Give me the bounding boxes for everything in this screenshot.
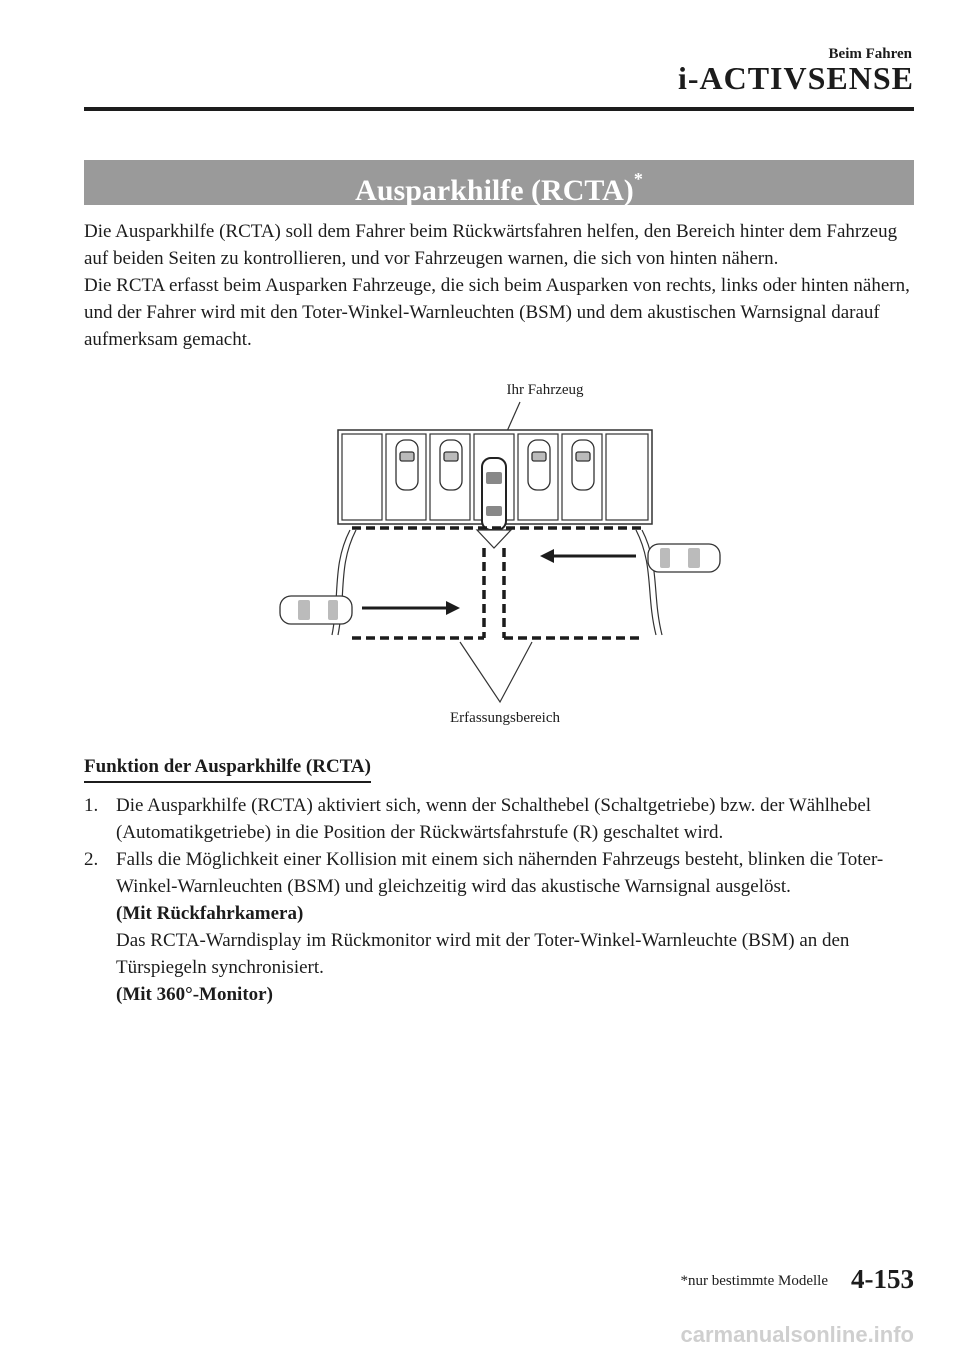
banner-title: Ausparkhilfe (RCTA) [355, 174, 634, 207]
header-rule [84, 107, 914, 111]
reverse-arrow [477, 530, 511, 548]
function-heading: Funktion der Ausparkhilfe (RCTA) [84, 755, 371, 783]
page-number: 4-153 [851, 1264, 914, 1294]
chapter-title: Beim Fahren [828, 46, 912, 62]
arrow-left-head [446, 601, 460, 615]
intro-paragraph-2: Die RCTA erfasst beim Ausparken Fahrzeuge, die sich beim Ausparken von rechts, links oder hinten nähern, und der Fahrer wird mit den Toter-Winkel-Warnleuchten (BSM) und dem akustischen Warnsignal darauf aufmerksam gemacht. [84, 275, 910, 350]
intro-text [84, 218, 924, 353]
own-vehicle [482, 458, 506, 530]
step-2-text: Falls die Möglichkeit einer Kollision mit einem sich nähernden Fahrzeugs besteht, blinken die Toter-Winkel-Warnleuchten (BSM) und gleichzeitig wird das akustische Warnsignal ausgelöst. [116, 849, 884, 897]
watermark: carmanualsonline.info [680, 1322, 914, 1347]
banner-asterisk: * [633, 169, 643, 189]
label-detection-area: Erfassungsbereich [450, 710, 560, 726]
intro-paragraph-1: Die Ausparkhilfe (RCTA) soll dem Fahrer beim Rückwärtsfahren helfen, den Bereich hinter dem Fahrzeug auf beiden Seiten zu kontrollieren, und vor Fahrzeugen warnen, die sich von hinten nähern. [84, 221, 898, 269]
step-1 [84, 792, 924, 846]
callout-line-area [460, 642, 532, 702]
arrow-right-head [540, 549, 554, 563]
camera-text: Das RCTA-Warndisplay im Rückmonitor wird mit der Toter-Winkel-Warnleuchte (BSM) an den Türspiegeln synchronisiert. [116, 930, 850, 978]
footnote: *nur bestimmte Modelle [680, 1273, 828, 1289]
parked-car-4 [572, 440, 594, 490]
approaching-car-right [648, 544, 720, 572]
step-1-text: Die Ausparkhilfe (RCTA) aktiviert sich, wenn der Schalthebel (Schaltgetriebe) bzw. der Wählhebel (Automatikgetriebe) in die Position der Rückwärtsfahrstufe (R) geschaltet wird. [116, 795, 872, 843]
rcta-diagram-svg [270, 380, 730, 730]
monitor-heading: (Mit 360°-Monitor) [116, 984, 273, 1005]
step-1-number: 1. [84, 795, 99, 816]
camera-heading: (Mit Rückfahrkamera) [116, 903, 304, 924]
function-steps [84, 792, 924, 1008]
approaching-car-left [280, 596, 352, 624]
page-banner [84, 160, 914, 205]
parked-car-1 [396, 440, 418, 490]
section-title: i-ACTIVSENSE [677, 60, 914, 96]
parked-car-2 [440, 440, 462, 490]
step-2 [84, 846, 924, 1008]
step-2-number: 2. [84, 849, 99, 870]
label-your-vehicle: Ihr Fahrzeug [506, 382, 584, 398]
rcta-diagram [270, 380, 730, 730]
parked-car-3 [528, 440, 550, 490]
road-edges [332, 530, 662, 635]
